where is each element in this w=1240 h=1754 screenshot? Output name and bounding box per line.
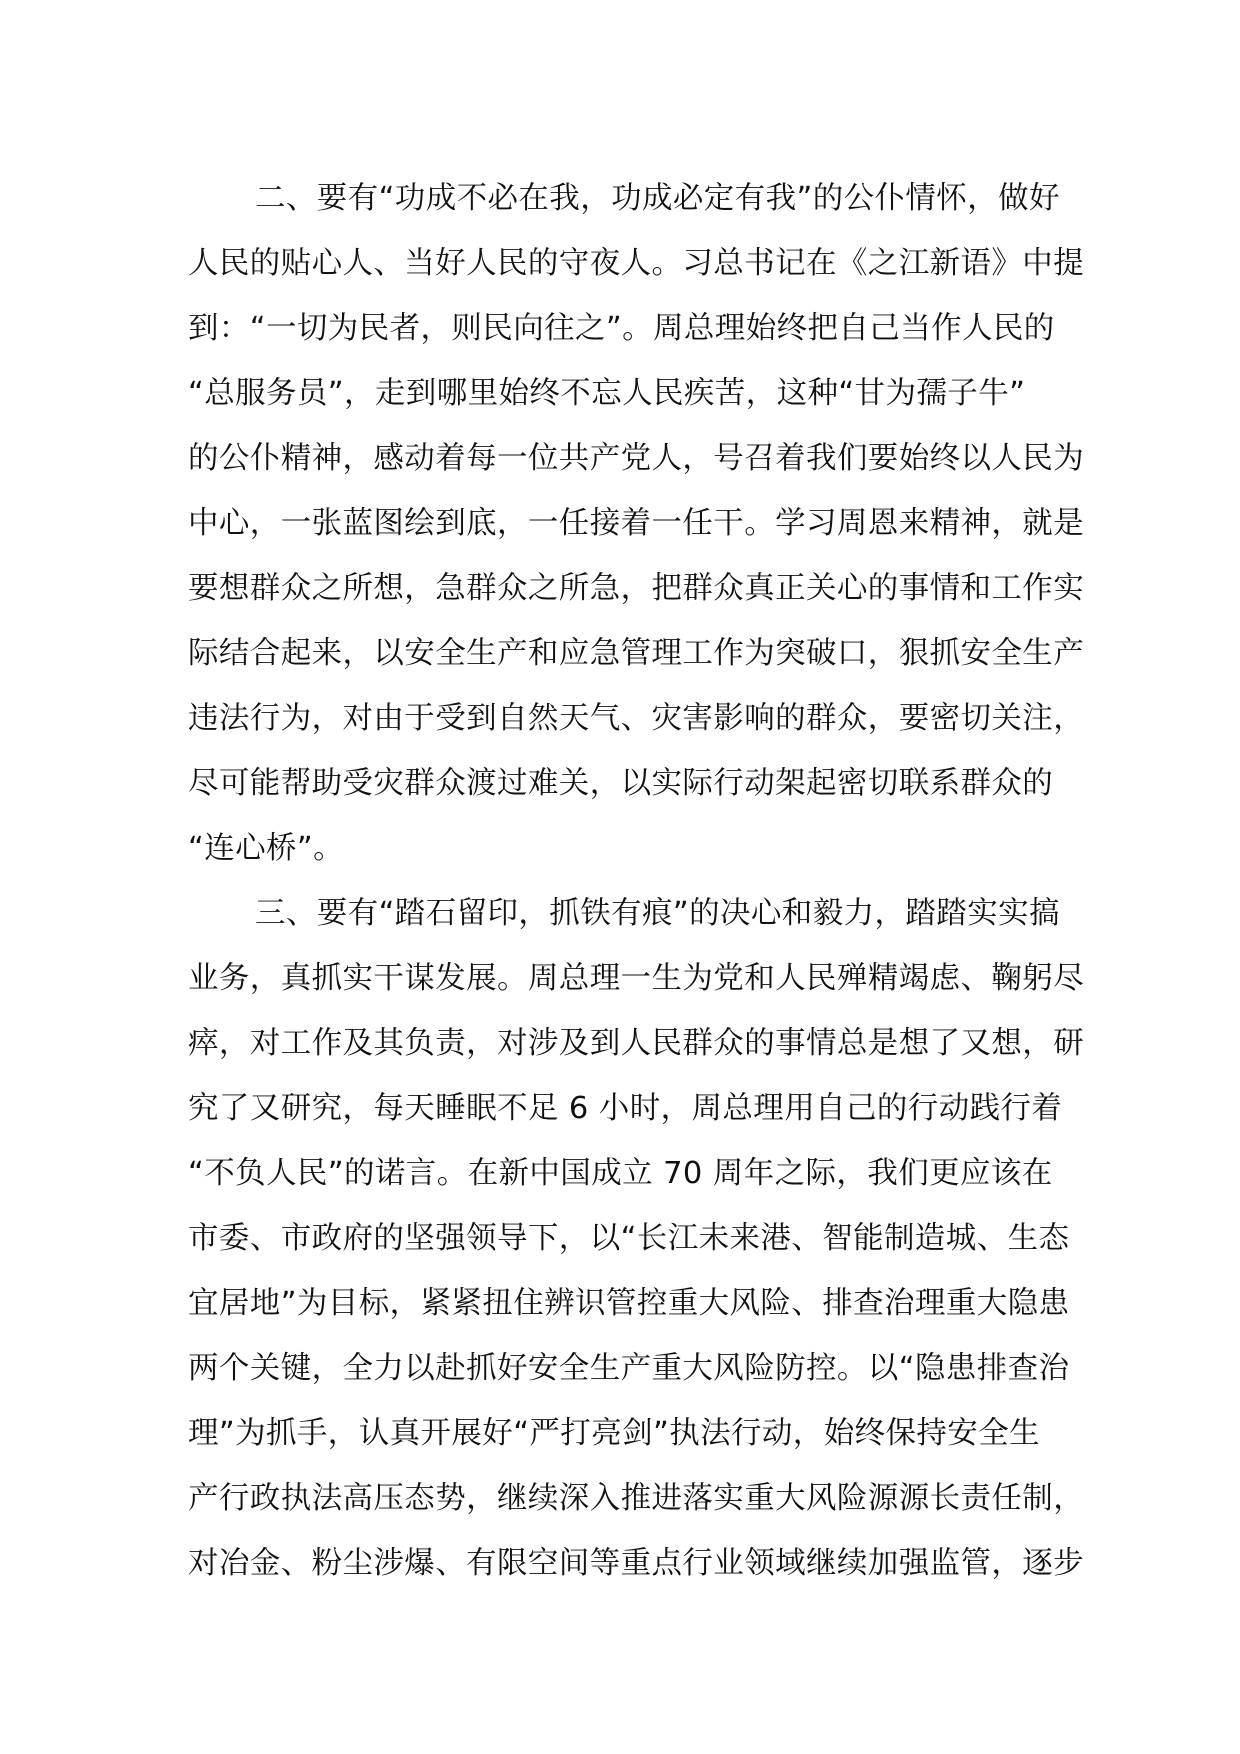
paragraph-2-line-5: 的公仆精神，感动着每一位共产党人，号召着我们要始终以人民为	[188, 441, 1085, 476]
paragraph-2-line-8: 际结合起来，以安全生产和应急管理工作为突破口，狠抓安全生产	[188, 636, 1085, 671]
paragraph-3-line-5: “不负人民”的诺言。在新中国成立 70 周年之际，我们更应该在	[188, 1156, 1053, 1191]
body-text	[188, 166, 1085, 1596]
paragraph-2-line-3: 到：“一切为民者，则民向往之”。周总理始终把自己当作人民的	[188, 311, 1055, 346]
paragraph-2-line-2: 人民的贴心人、当好人民的守夜人。习总书记在《之江新语》中提	[188, 246, 1085, 281]
paragraph-3-line-3: 瘁，对工作及其负责，对涉及到人民群众的事情总是想了又想，研	[188, 1026, 1085, 1061]
paragraph-2-line-10: 尽可能帮助受灾群众渡过难关，以实际行动架起密切联系群众的	[188, 766, 1054, 801]
paragraph-2-line-4: “总服务员”，走到哪里始终不忘人民疾苦，这种“甘为孺子牛”	[188, 376, 1026, 411]
paragraph-2-line-6: 中心，一张蓝图绘到底，一任接着一任干。学习周恩来精神，就是	[188, 506, 1085, 541]
paragraph-3-line-10: 产行政执法高压态势，继续深入推进落实重大风险源源长责任制，	[188, 1481, 1085, 1516]
paragraph-2-line-1: 二、要有“功成不必在我，功成必定有我”的公仆情怀，做好	[255, 181, 1060, 216]
paragraph-3-line-6: 市委、市政府的坚强领导下，以“长江未来港、智能制造城、生态	[188, 1221, 1070, 1256]
paragraph-3-line-8: 两个关键，全力以赴抓好安全生产重大风险防控。以“隐患排查治	[188, 1351, 1070, 1386]
paragraph-3-line-4: 究了又研究，每天睡眠不足 6 小时，周总理用自己的行动践行着	[188, 1091, 1063, 1126]
paragraph-2-line-7: 要想群众之所想，急群众之所急，把群众真正关心的事情和工作实	[188, 571, 1085, 606]
paragraph-3-line-1: 三、要有“踏石留印，抓铁有痕”的决心和毅力，踏踏实实搞	[255, 896, 1060, 931]
paragraph-3-line-9: 理”为抓手，认真开展好“严打亮剑”执法行动，始终保持安全生	[188, 1416, 1041, 1451]
paragraph-2-line-9: 违法行为，对由于受到自然天气、灾害影响的群众，要密切关注，	[188, 701, 1085, 736]
paragraph-3-line-7: 宜居地”为目标，紧紧扭住辨识管控重大风险、排查治理重大隐患	[188, 1286, 1070, 1321]
paragraph-3-line-2: 业务，真抓实干谋发展。周总理一生为党和人民殚精竭虑、鞠躬尽	[188, 961, 1085, 996]
paragraph-3-line-11: 对冶金、粉尘涉爆、有限空间等重点行业领域继续加强监管，逐步	[188, 1546, 1085, 1581]
paragraph-2-line-11: “连心桥”。	[188, 831, 345, 866]
